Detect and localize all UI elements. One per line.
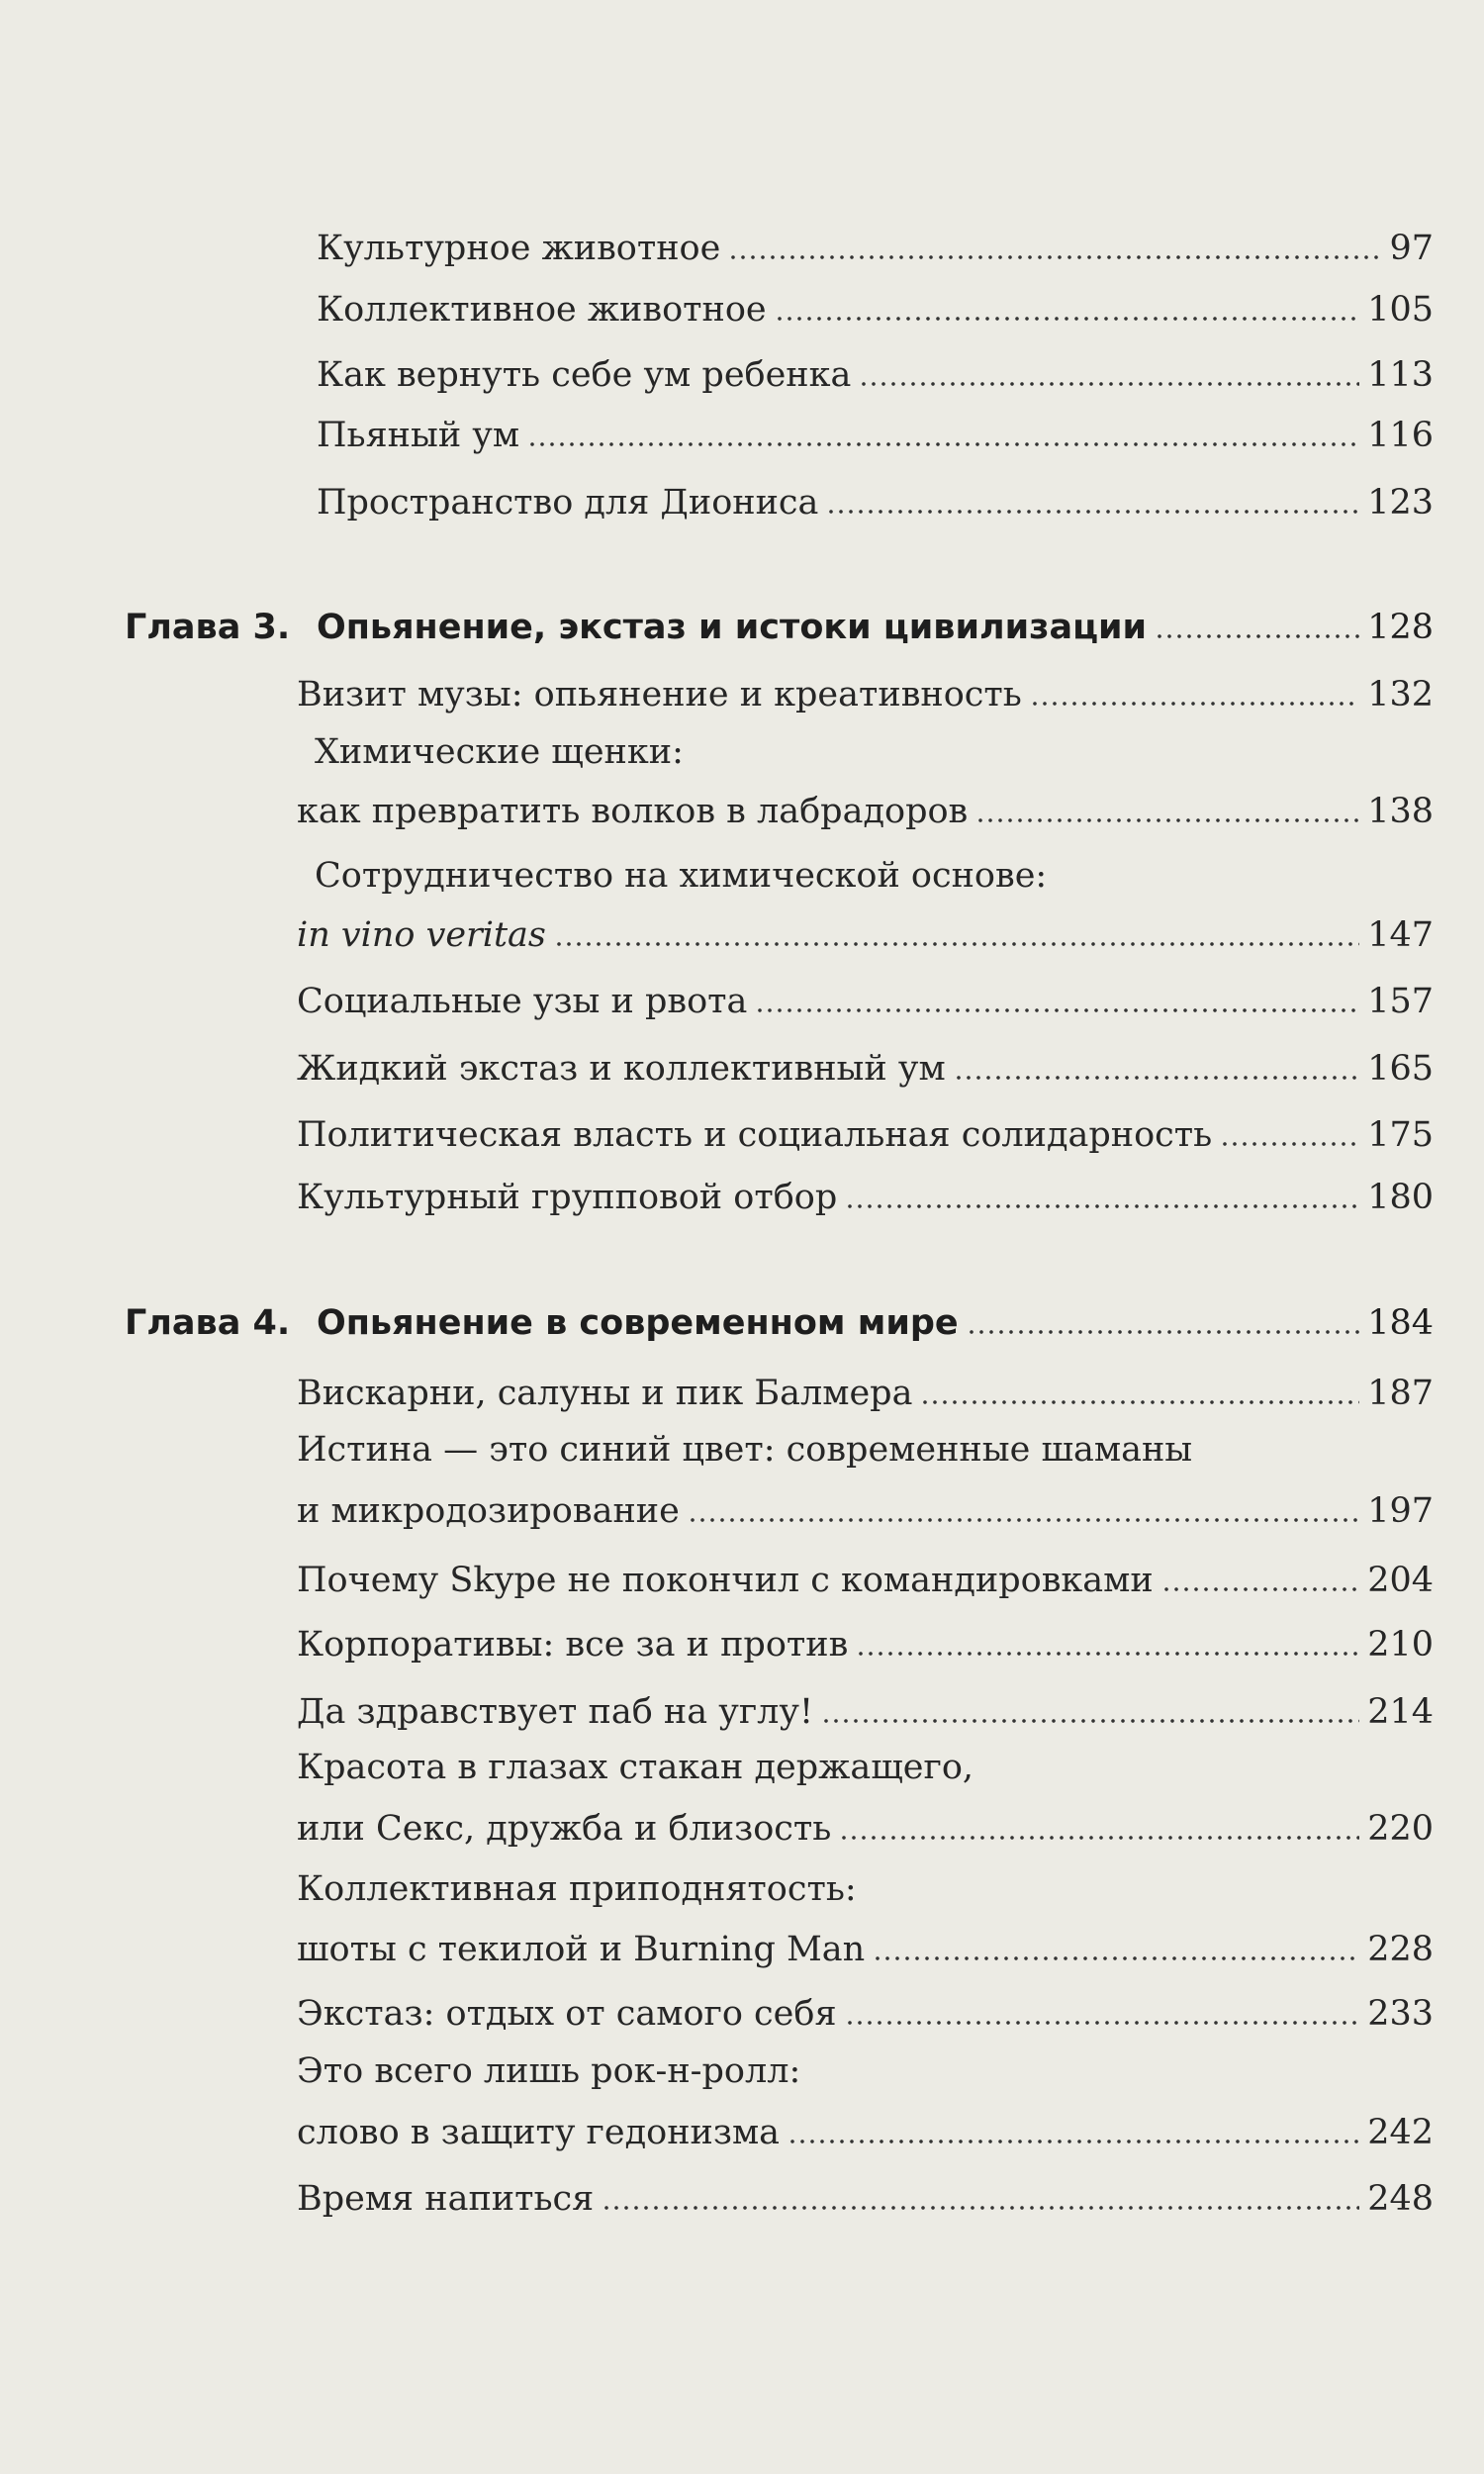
toc-entry — [317, 219, 1434, 278]
chapter-title: Опьянение в современном мире — [317, 1303, 959, 1343]
dot-leader — [1220, 1142, 1359, 1146]
entry-title: Коллективное животное — [317, 290, 767, 330]
entry-title: Культурный групповой отбор — [297, 1178, 838, 1217]
toc-entry — [297, 1168, 1434, 1227]
entry-page: 248 — [1367, 2179, 1434, 2219]
dot-leader — [775, 317, 1360, 321]
entry-title: Корпоративы: все за и против — [297, 1625, 849, 1665]
toc-entry — [297, 1105, 1434, 1165]
entry-title: Время напиться — [297, 2179, 595, 2219]
dot-leader — [554, 942, 1359, 946]
entry-title: Визит музы: опьянение и креативность — [297, 675, 1022, 714]
dot-leader — [954, 1076, 1360, 1080]
dot-leader — [755, 1008, 1359, 1012]
entry-title: Вискарни, салуны и пик Балмера — [297, 1374, 913, 1413]
toc-entry — [317, 473, 1434, 532]
entry-page: 113 — [1367, 355, 1434, 395]
toc-entry — [297, 1682, 1434, 1742]
dot-leader — [1161, 1587, 1359, 1591]
dot-leader — [845, 1204, 1359, 1208]
dot-leader — [688, 1518, 1359, 1522]
entry-page: 204 — [1367, 1561, 1434, 1600]
entry-title: Как вернуть себе ум ребенка — [317, 355, 852, 395]
chapter-title: Опьянение, экстаз и истоки цивилизации — [317, 608, 1148, 647]
entry-title: in vino veritas — [297, 915, 546, 955]
entry-page: 175 — [1367, 1115, 1434, 1155]
toc-entry — [297, 1364, 1434, 1423]
entry-title-line1: Это всего лишь рок-н-ролл: — [297, 2051, 801, 2091]
entry-title: Политическая власть и социальная солидарность — [297, 1115, 1213, 1155]
dot-leader — [527, 442, 1359, 446]
toc-entry — [297, 2103, 1434, 2162]
entry-page: 138 — [1367, 792, 1434, 831]
entry-title: как превратить волков в лабрадоров — [297, 792, 969, 831]
entry-title-line1: Истина — это синий цвет: современные шаманы — [297, 1430, 1193, 1470]
chapter-label: Глава 4. — [125, 1303, 291, 1343]
dot-leader — [856, 1652, 1359, 1656]
entry-page: 220 — [1367, 1809, 1434, 1849]
dot-leader — [728, 255, 1381, 259]
chapter-page: 184 — [1367, 1303, 1434, 1343]
toc-entry — [297, 1920, 1434, 1979]
toc-entry — [297, 1039, 1434, 1098]
dot-leader — [602, 2206, 1359, 2210]
entry-title: Да здравствует паб на углу! — [297, 1692, 814, 1732]
entry-title-line1: Сотрудничество на химической основе: — [315, 856, 1048, 896]
dot-leader — [975, 818, 1359, 822]
dot-leader — [845, 2021, 1360, 2025]
chapter-page: 128 — [1367, 608, 1434, 647]
entry-title: шоты с текилой и Burning Man — [297, 1930, 866, 1969]
entry-page: 132 — [1367, 675, 1434, 714]
chapter-3-heading — [125, 598, 1434, 657]
toc-entry — [317, 406, 1434, 465]
dot-leader — [859, 382, 1359, 386]
chapter-label: Глава 3. — [125, 608, 291, 647]
entry-title: и микродозирование — [297, 1491, 680, 1531]
toc-entry — [297, 905, 1434, 965]
entry-page: 214 — [1367, 1692, 1434, 1732]
dot-leader — [1155, 634, 1359, 638]
entry-page: 197 — [1367, 1491, 1434, 1531]
entry-title-line1: Красота в глазах стакан держащего, — [297, 1748, 974, 1787]
dot-leader — [839, 1836, 1359, 1840]
entry-title: Пьяный ум — [317, 416, 520, 455]
entry-title: слово в защиту гедонизма — [297, 2113, 781, 2152]
entry-page: 97 — [1389, 229, 1434, 268]
toc-entry — [297, 1984, 1434, 2044]
entry-page: 180 — [1367, 1178, 1434, 1217]
toc-entry — [297, 665, 1434, 724]
entry-title: Жидкий экстаз и коллективный ум — [297, 1049, 946, 1089]
entry-title-line1: Коллективная приподнятость: — [297, 1869, 857, 1909]
entry-title: Экстаз: отдых от самого себя — [297, 1994, 837, 2034]
dot-leader — [826, 510, 1359, 514]
dot-leader — [821, 1719, 1359, 1723]
entry-page: 233 — [1367, 1994, 1434, 2034]
toc-entry — [297, 972, 1434, 1031]
entry-page: 123 — [1367, 483, 1434, 523]
toc-entry — [317, 280, 1434, 339]
entry-page: 242 — [1367, 2113, 1434, 2152]
toc-entry — [297, 2169, 1434, 2229]
toc-entry — [297, 1551, 1434, 1610]
entry-page: 116 — [1367, 416, 1434, 455]
entry-title: Социальные узы и рвота — [297, 982, 748, 1021]
chapter-4-heading — [125, 1293, 1434, 1353]
entry-page: 105 — [1367, 290, 1434, 330]
entry-page: 165 — [1367, 1049, 1434, 1089]
dot-leader — [1030, 702, 1359, 706]
toc-entry — [297, 782, 1434, 841]
entry-title: Пространство для Диониса — [317, 483, 819, 523]
entry-page: 210 — [1367, 1625, 1434, 1665]
entry-title: или Секс, дружба и близость — [297, 1809, 832, 1849]
entry-page: 157 — [1367, 982, 1434, 1021]
entry-page: 228 — [1367, 1930, 1434, 1969]
entry-page: 147 — [1367, 915, 1434, 955]
toc-entry — [297, 1481, 1434, 1541]
toc-entry — [297, 1799, 1434, 1858]
entry-title-line1: Химические щенки: — [315, 732, 684, 772]
dot-leader — [873, 1956, 1359, 1960]
toc-entry — [317, 345, 1434, 405]
dot-leader — [967, 1330, 1360, 1334]
toc-entry — [297, 1615, 1434, 1674]
entry-title: Почему Skype не покончил с командировками — [297, 1561, 1154, 1600]
dot-leader — [788, 2140, 1359, 2143]
entry-title: Культурное животное — [317, 229, 721, 268]
dot-leader — [920, 1400, 1359, 1404]
entry-page: 187 — [1367, 1374, 1434, 1413]
